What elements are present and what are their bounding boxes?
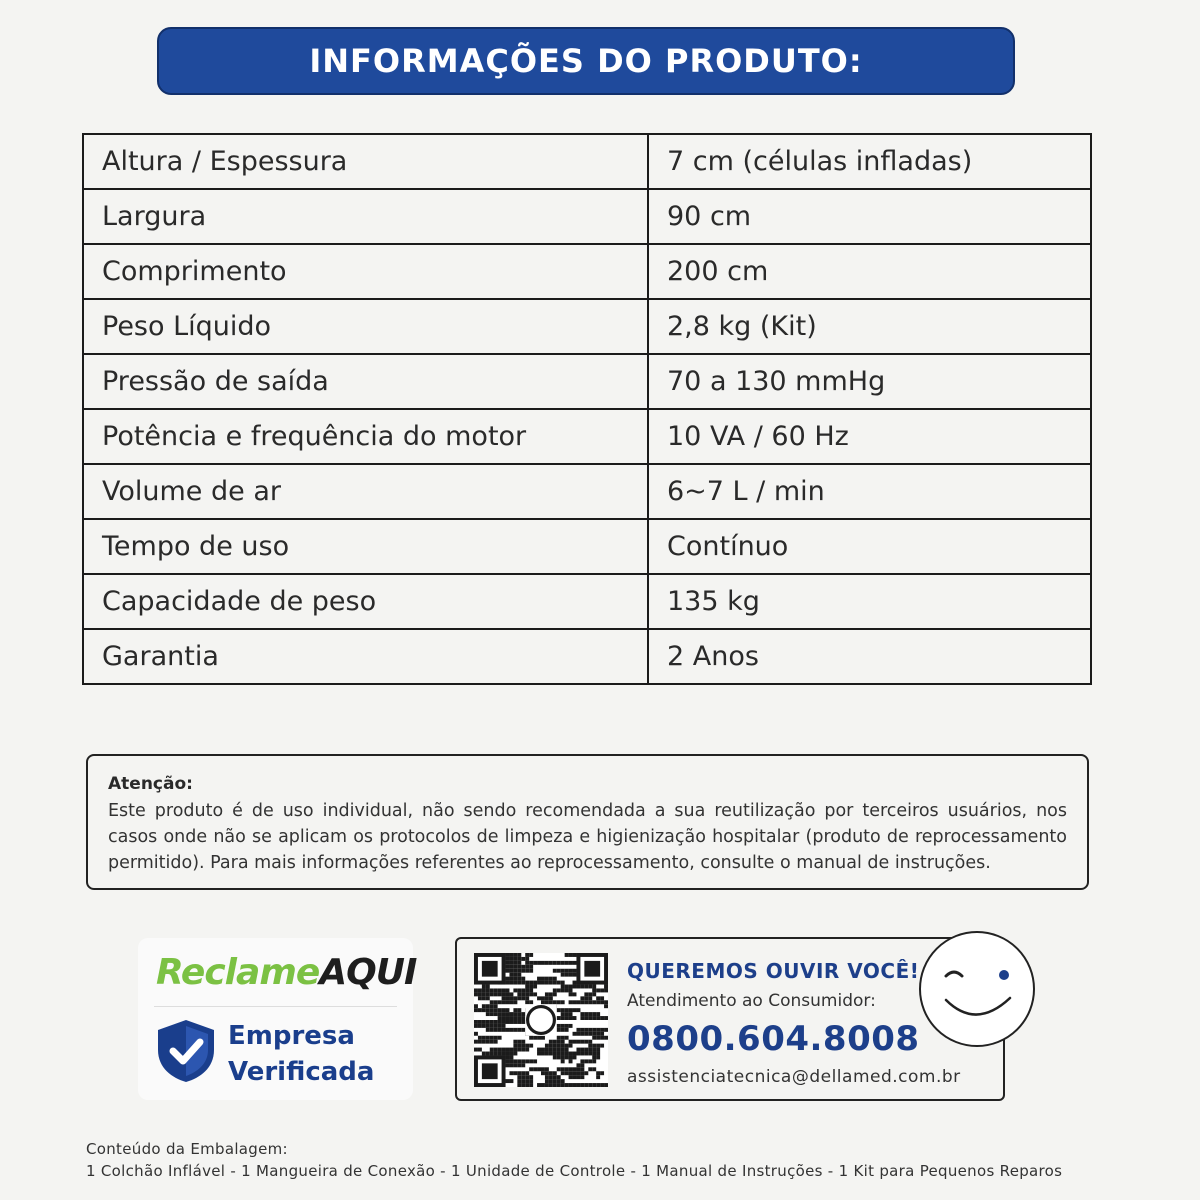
spec-row — [83, 519, 1091, 574]
logo-part-reclame: Reclame — [156, 952, 320, 993]
spec-row — [83, 629, 1091, 684]
spec-label: Garantia — [83, 629, 648, 684]
spec-row — [83, 574, 1091, 629]
spec-row — [83, 244, 1091, 299]
spec-row — [83, 299, 1091, 354]
package-contents — [86, 1138, 1062, 1182]
badge-line-1: Empresa — [228, 1021, 355, 1051]
contact-subheading: Atendimento ao Consumidor: — [627, 991, 876, 1011]
reclame-aqui-badge — [138, 938, 417, 1100]
specs-table — [82, 133, 1092, 685]
verified-company-label — [228, 1018, 374, 1090]
page-title: INFORMAÇÕES DO PRODUTO: — [309, 42, 863, 80]
spec-value: 135 kg — [648, 574, 1091, 629]
spec-label: Potência e frequência do motor — [83, 409, 648, 464]
spec-label: Capacidade de peso — [83, 574, 648, 629]
spec-value: 7 cm (células infladas) — [648, 134, 1091, 189]
spec-label: Largura — [83, 189, 648, 244]
spec-row — [83, 409, 1091, 464]
spec-value: 90 cm — [648, 189, 1091, 244]
contents-items: 1 Colchão Inflável - 1 Mangueira de Conexão - 1 Unidade de Controle - 1 Manual de Instruções - 1 Kit para Pequenos Reparos — [86, 1162, 1063, 1180]
spec-row — [83, 189, 1091, 244]
contact-heading: QUEREMOS OUVIR VOCÊ! — [627, 959, 920, 983]
shield-check-icon — [154, 1018, 218, 1084]
spec-label: Altura / Espessura — [83, 134, 648, 189]
logo-part-aqui: AQUI — [319, 952, 417, 993]
contents-title: Conteúdo da Embalagem: — [86, 1140, 288, 1158]
spec-label: Comprimento — [83, 244, 648, 299]
badge-divider — [154, 1006, 397, 1007]
spec-label: Volume de ar — [83, 464, 648, 519]
spec-value: Contínuo — [648, 519, 1091, 574]
attention-notice — [86, 754, 1089, 890]
spec-row — [83, 464, 1091, 519]
email-address[interactable]: assistenciatecnica@dellamed.com.br — [627, 1067, 961, 1087]
spec-value: 2,8 kg (Kit) — [648, 299, 1091, 354]
whatsapp-qr-icon[interactable] — [473, 953, 609, 1087]
smiley-face-icon — [918, 930, 1036, 1048]
badge-line-2: Verificada — [228, 1057, 375, 1087]
spec-label: Peso Líquido — [83, 299, 648, 354]
spec-value: 6~7 L / min — [648, 464, 1091, 519]
reclame-aqui-logo — [156, 952, 416, 993]
spec-value: 70 a 130 mmHg — [648, 354, 1091, 409]
spec-value: 200 cm — [648, 244, 1091, 299]
spec-label: Pressão de saída — [83, 354, 648, 409]
spec-row — [83, 134, 1091, 189]
spec-value: 2 Anos — [648, 629, 1091, 684]
header-banner — [157, 27, 1015, 95]
spec-label: Tempo de uso — [83, 519, 648, 574]
notice-body: Este produto é de uso individual, não sendo recomendada a sua reutilização por terceiros usuários, nos casos onde não se aplicam os protocolos de limpeza e higienização hospitalar (produto de reprocessamento permitido). Para mais informações referentes ao reprocessamento, consulte o manual de instruções. — [108, 801, 1067, 873]
phone-number[interactable]: 0800.604.8008 — [627, 1019, 920, 1059]
spec-value: 10 VA / 60 Hz — [648, 409, 1091, 464]
spec-row — [83, 354, 1091, 409]
notice-title: Atenção: — [108, 774, 193, 794]
